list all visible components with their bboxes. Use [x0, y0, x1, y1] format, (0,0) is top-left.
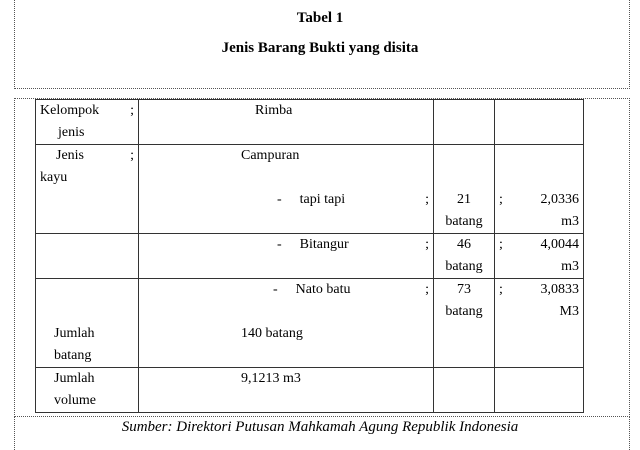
table-row-jumlah-volume — [36, 368, 584, 413]
cell-item-name: - Nato batu ; 140 batang — [139, 279, 434, 368]
cell-item-volume: ; 2,0336 m3 — [495, 145, 584, 234]
item-name: tapi tapi — [299, 192, 346, 207]
table-row-kelompok — [36, 100, 584, 145]
cell-jumlah-volume-value: 9,1213 m3 — [139, 368, 434, 413]
cell-item-count: 73 batang — [434, 279, 495, 368]
cell-jumlah-batang-label: Jumlah batang — [36, 279, 139, 368]
cell-empty — [495, 100, 584, 145]
cell-kelompok-value: Rimba — [139, 100, 434, 145]
cell-item-count: 21 batang — [434, 145, 495, 234]
jumlah-batang-value: 140 batang — [241, 326, 303, 341]
cell-empty — [495, 368, 584, 413]
cell-item-volume: ; 4,0044 m3 — [495, 234, 584, 279]
table-row-jenis — [36, 145, 584, 234]
table-row-item-jumlah-batang — [36, 279, 584, 368]
cell-empty — [434, 368, 495, 413]
table-row-item — [36, 234, 584, 279]
item-name: Nato batu — [295, 282, 351, 297]
evidence-table — [35, 99, 584, 413]
table-number: Tabel 1 — [296, 10, 344, 26]
cell-item-count: 46 batang — [434, 234, 495, 279]
cell-item-volume: ; 3,0833 M3 — [495, 279, 584, 368]
cell-item-name: - Bitangur ; — [139, 234, 434, 279]
cell-empty — [36, 234, 139, 279]
cell-kelompok-label: Kelompok ; jenis — [36, 100, 139, 145]
cell-jumlah-volume-label: Jumlah volume — [36, 368, 139, 413]
table-frame — [14, 98, 630, 417]
table-title: Jenis Barang Bukti yang disita — [221, 40, 419, 56]
item-name: Bitangur — [299, 237, 349, 252]
cell-jenis-label: Jenis ; kayu — [36, 145, 139, 234]
source-caption: Sumber: Direktori Putusan Mahkamah Agung Republik Indonesia — [121, 419, 519, 435]
cell-empty — [434, 100, 495, 145]
cell-jenis-value: Campuran - tapi tapi ; — [139, 145, 434, 234]
